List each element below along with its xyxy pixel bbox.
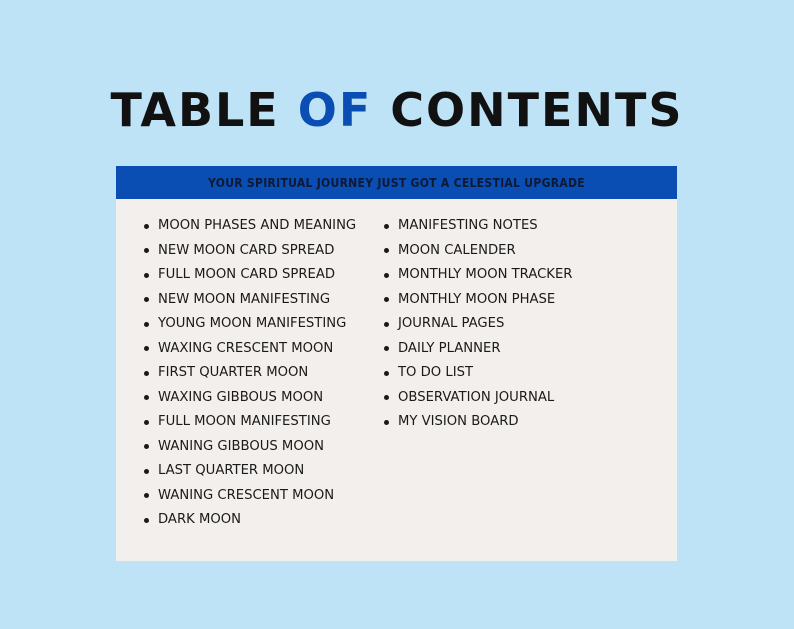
bullet-icon xyxy=(384,248,389,253)
bullet-icon xyxy=(144,297,149,302)
bullet-icon xyxy=(384,395,389,400)
bullet-icon xyxy=(144,420,149,425)
list-item-label: WAXING CRESCENT MOON xyxy=(158,340,334,356)
list-item xyxy=(384,214,572,239)
title-part-1: TABLE xyxy=(110,83,298,137)
bullet-icon xyxy=(384,224,389,229)
list-item xyxy=(144,239,356,264)
list-item-label: MY VISION BOARD xyxy=(398,414,519,429)
list-item-label: JOURNAL PAGES xyxy=(398,316,505,331)
contents-list-right xyxy=(384,214,572,435)
list-item xyxy=(144,214,356,239)
bullet-icon xyxy=(144,493,149,498)
tagline-text: YOUR SPIRITUAL JOURNEY JUST GOT A CELESTIAL UPGRADE xyxy=(208,175,585,190)
list-item-label: MONTHLY MOON PHASE xyxy=(398,291,556,307)
list-item-label: WANING GIBBOUS MOON xyxy=(158,438,324,454)
list-item xyxy=(144,459,356,484)
list-item-label: NEW MOON MANIFESTING xyxy=(158,291,331,307)
bullet-icon xyxy=(384,420,389,425)
list-item xyxy=(384,361,572,386)
bullet-icon xyxy=(144,395,149,400)
list-item-label: NEW MOON CARD SPREAD xyxy=(158,242,335,258)
list-item xyxy=(384,263,572,288)
list-item-label: MANIFESTING NOTES xyxy=(398,218,538,233)
list-item xyxy=(144,263,356,288)
list-item-label: WAXING GIBBOUS MOON xyxy=(158,389,324,405)
list-item-label: TO DO LIST xyxy=(398,365,474,380)
title-part-2: CONTENTS xyxy=(372,83,684,137)
bullet-icon xyxy=(144,322,149,327)
list-item xyxy=(384,288,572,313)
list-item xyxy=(144,288,356,313)
list-item xyxy=(384,386,572,411)
bullet-icon xyxy=(144,346,149,351)
list-item-label: DARK MOON xyxy=(158,512,241,527)
contents-card xyxy=(116,166,677,561)
list-item-label: FIRST QUARTER MOON xyxy=(158,365,309,380)
list-item-label: YOUNG MOON MANIFESTING xyxy=(158,316,347,331)
list-item xyxy=(144,508,356,533)
list-item xyxy=(144,361,356,386)
page-title xyxy=(0,80,794,140)
list-item xyxy=(144,337,356,362)
list-item-label: MOON PHASES AND MEANING xyxy=(158,218,357,233)
list-item-label: MONTHLY MOON TRACKER xyxy=(398,267,573,282)
contents-list-left xyxy=(144,214,356,533)
bullet-icon xyxy=(144,469,149,474)
bullet-icon xyxy=(384,273,389,278)
list-item-label: MOON CALENDER xyxy=(398,242,516,258)
bullet-icon xyxy=(144,273,149,278)
bullet-icon xyxy=(144,371,149,376)
list-item-label: DAILY PLANNER xyxy=(398,340,501,356)
list-item-label: FULL MOON MANIFESTING xyxy=(158,414,331,429)
list-item xyxy=(144,410,356,435)
list-item-label: OBSERVATION JOURNAL xyxy=(398,389,555,405)
list-item xyxy=(384,312,572,337)
list-item-label: FULL MOON CARD SPREAD xyxy=(158,267,336,282)
list-item-label: WANING CRESCENT MOON xyxy=(158,487,335,503)
tagline-banner xyxy=(116,166,677,199)
bullet-icon xyxy=(144,444,149,449)
list-item-label: LAST QUARTER MOON xyxy=(158,463,305,478)
list-item xyxy=(144,386,356,411)
title-accent: OF xyxy=(297,83,373,137)
bullet-icon xyxy=(384,371,389,376)
list-item xyxy=(144,484,356,509)
list-item xyxy=(144,312,356,337)
list-item xyxy=(384,239,572,264)
list-item xyxy=(384,337,572,362)
bullet-icon xyxy=(384,297,389,302)
bullet-icon xyxy=(144,248,149,253)
list-item xyxy=(144,435,356,460)
bullet-icon xyxy=(144,224,149,229)
bullet-icon xyxy=(384,322,389,327)
bullet-icon xyxy=(384,346,389,351)
bullet-icon xyxy=(144,518,149,523)
list-item xyxy=(384,410,572,435)
